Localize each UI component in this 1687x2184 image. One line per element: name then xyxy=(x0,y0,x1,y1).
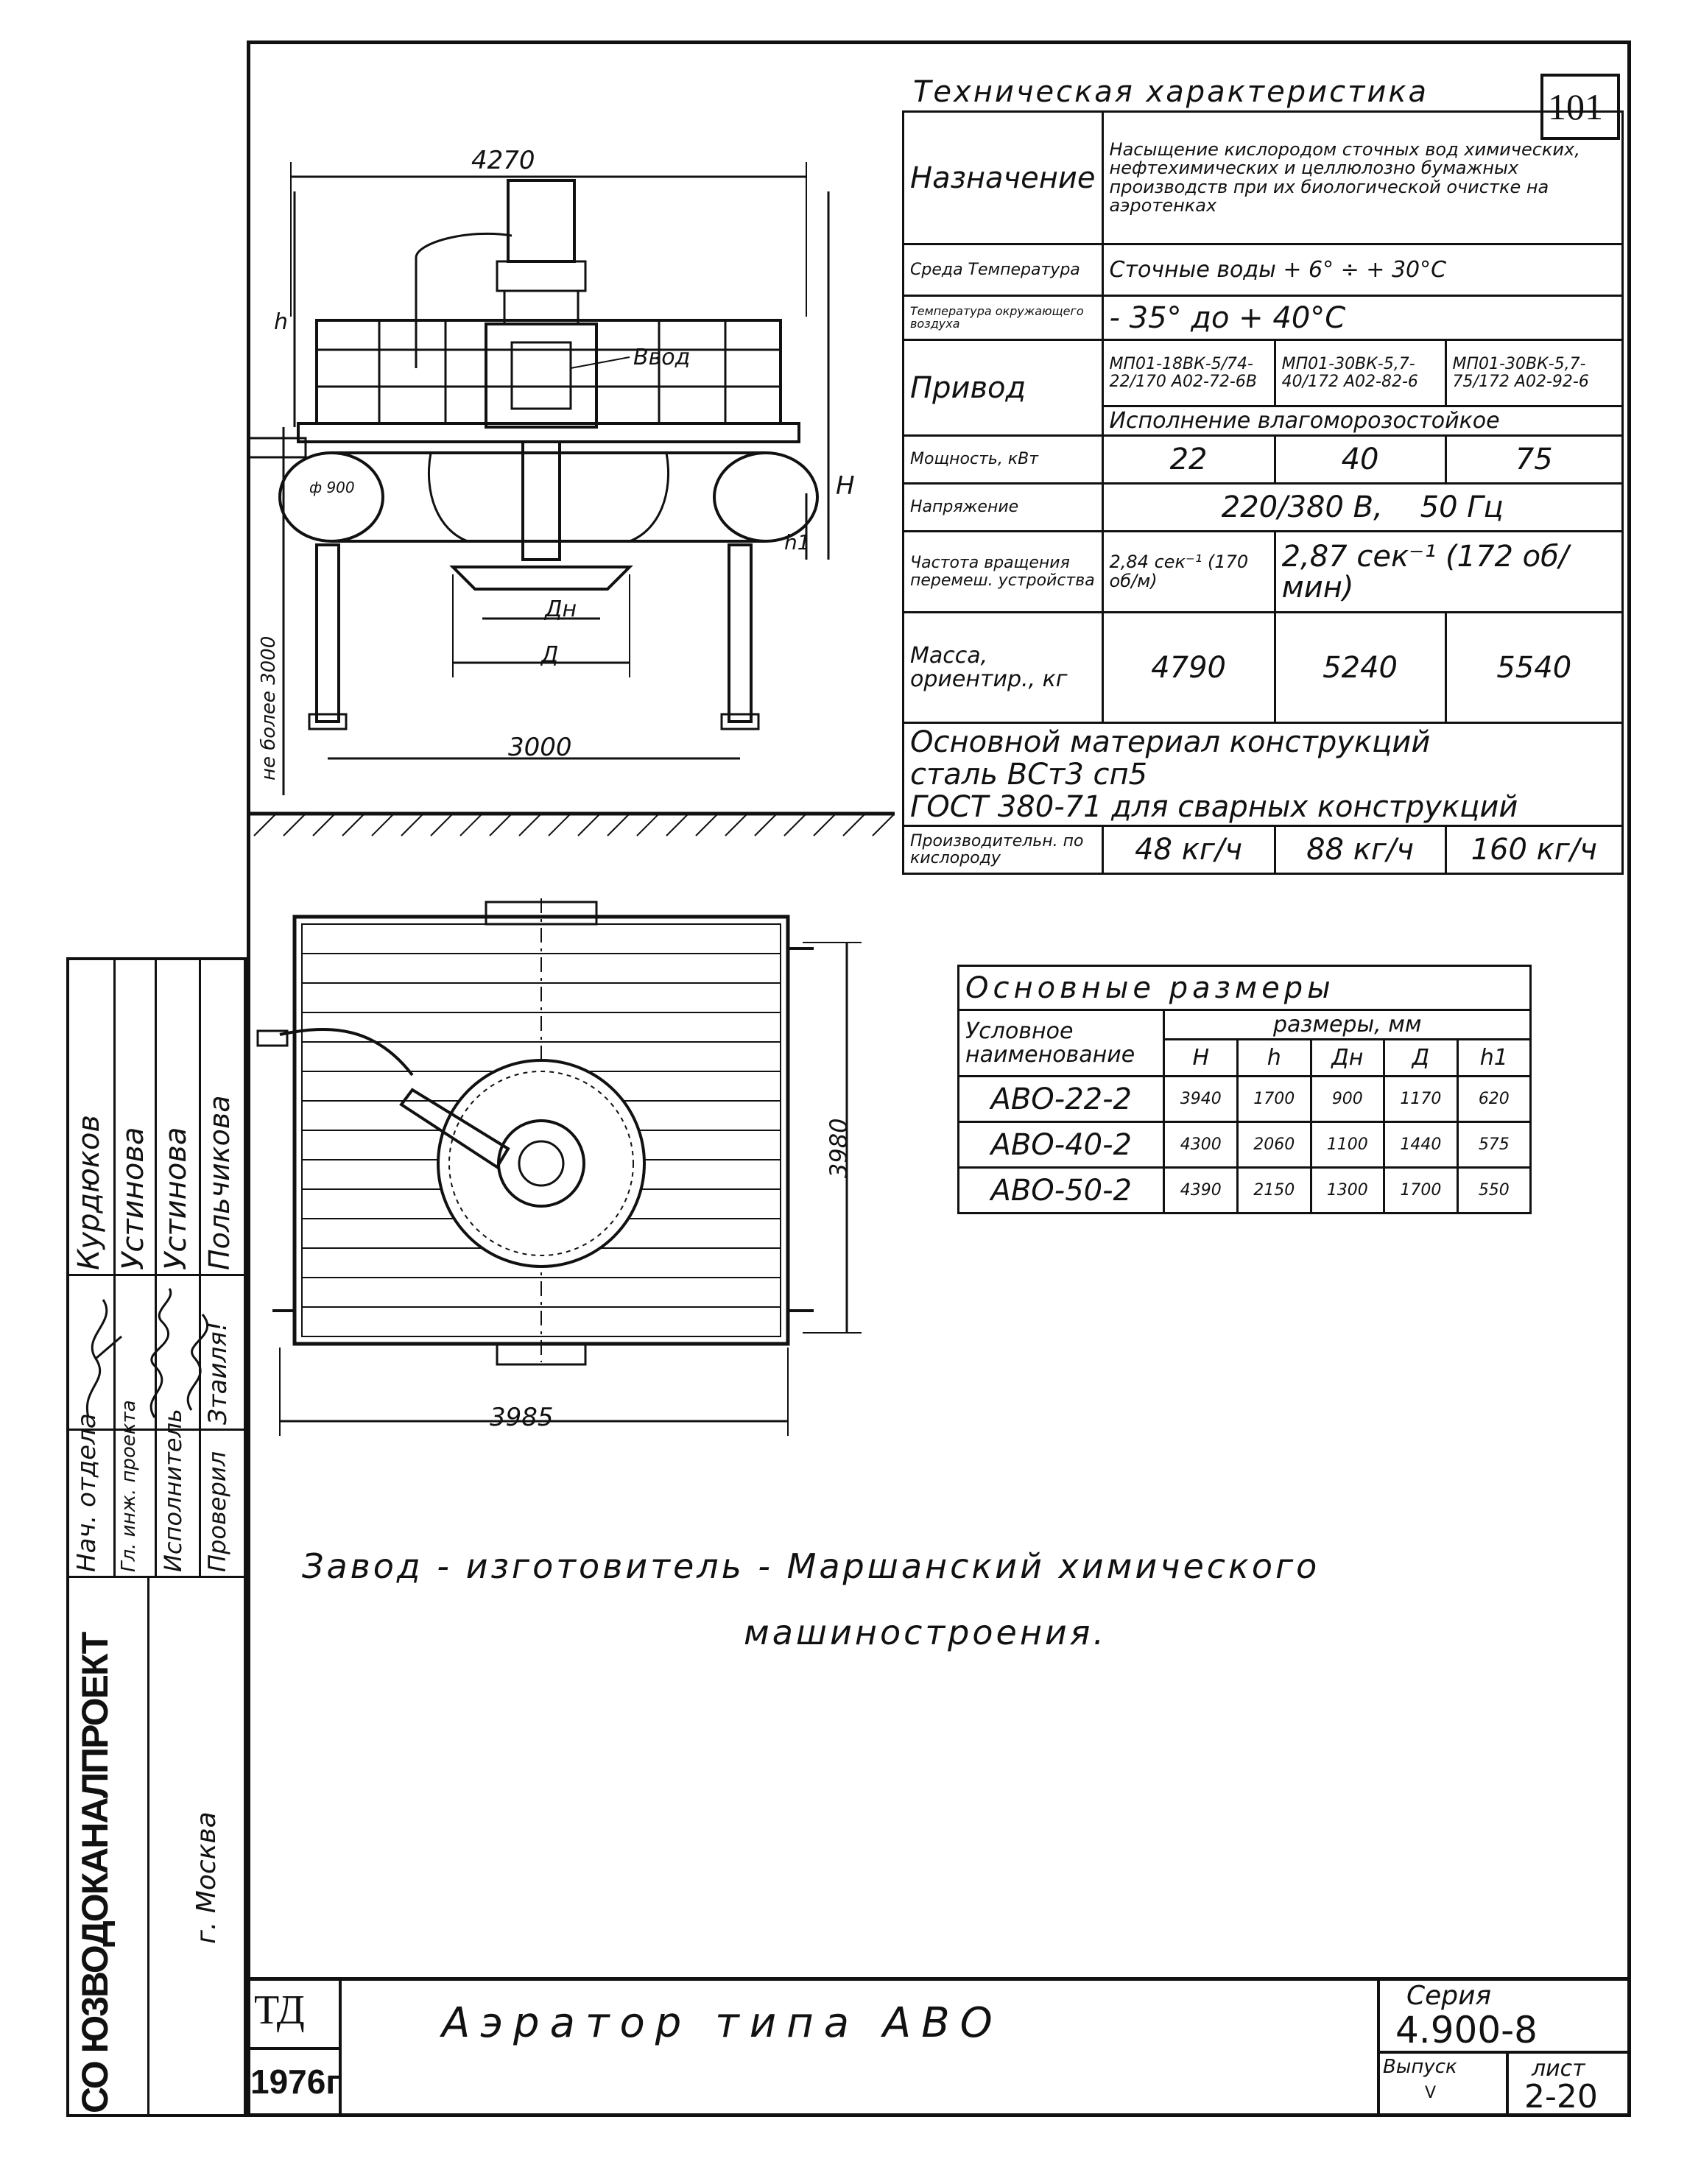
dims-size-header: размеры, мм xyxy=(1164,1010,1531,1040)
stamp-col-2 xyxy=(155,957,157,1576)
stamp-row-3 xyxy=(66,1576,247,1578)
dims-row-3-Dn: 1300 xyxy=(1311,1168,1384,1213)
plan-dim-height: 3980 xyxy=(825,1118,853,1178)
stamp-col-3 xyxy=(199,957,201,1576)
elev-label-pipe: ф 900 xyxy=(309,479,355,496)
stamp-role-4: Проверил xyxy=(203,1451,231,1572)
dims-row-1-H: 3940 xyxy=(1164,1077,1238,1122)
dims-row-3-H: 4390 xyxy=(1164,1168,1238,1213)
dims-row-2-Dn: 1100 xyxy=(1311,1122,1384,1168)
elev-label-D: Д xyxy=(541,642,559,668)
tech-rotation-label: Частота вращения перемеш. устройства xyxy=(904,532,1103,613)
tech-productivity-label: Производительн. по кислороду xyxy=(904,826,1103,874)
stamp-name-4: Польчикова xyxy=(203,1095,236,1270)
tech-material-line-2: сталь ВСт3 сп5 xyxy=(910,757,1148,792)
stamp-city: г. Москва xyxy=(191,1811,222,1944)
tech-power-40: 40 xyxy=(1275,436,1445,484)
tech-row-medium-label: Среда Температура xyxy=(904,244,1103,296)
elev-label-H: H xyxy=(836,471,855,501)
dims-row-1-Dn: 900 xyxy=(1311,1077,1384,1122)
elev-label-Dn: Дн xyxy=(545,596,577,622)
stamp-row-1 xyxy=(66,1274,247,1276)
title-block-divider-right-v xyxy=(1506,2051,1509,2117)
dims-table xyxy=(957,965,1532,1214)
dims-row-2-D: 1440 xyxy=(1384,1122,1458,1168)
tech-voltage-label: Напряжение xyxy=(904,484,1103,532)
tech-material-line-1: Основной материал конструкций xyxy=(910,725,1431,759)
drawing-title: Аэратор типа АВО xyxy=(442,1999,1003,2047)
tech-row-purpose-label: Назначение xyxy=(904,112,1103,244)
elev-dim-width: 4270 xyxy=(471,146,535,175)
factory-line-1: Завод - изготовитель - Маршанский химического xyxy=(302,1546,1320,1586)
tech-productivity-3: 160 кг/ч xyxy=(1445,826,1622,874)
dims-col-h: h xyxy=(1238,1040,1311,1077)
sheet-value: 2-20 xyxy=(1524,2078,1598,2116)
dims-col-h1: h1 xyxy=(1457,1040,1530,1077)
year-label: 1976г xyxy=(250,2063,340,2101)
dims-col-H: H xyxy=(1164,1040,1238,1077)
title-block-divider-mid xyxy=(247,2047,340,2050)
stamp-name-1: Курдюков xyxy=(72,1115,106,1270)
dims-row-3-D: 1700 xyxy=(1384,1168,1458,1213)
dims-row-2-name: АВО-40-2 xyxy=(959,1122,1164,1168)
title-block-divider-right xyxy=(1377,1977,1380,2117)
dims-row-3-h1: 550 xyxy=(1457,1168,1530,1213)
issue-label: Выпуск xyxy=(1383,2056,1457,2078)
td-label: ТД xyxy=(254,1987,305,2033)
issue-value: V xyxy=(1425,2084,1437,2102)
tech-drive-model-1: МП01-18ВК-5/74-22/170 А02-72-6В xyxy=(1102,340,1275,406)
stamp-name-2: Устинова xyxy=(116,1127,150,1270)
signatures xyxy=(66,1278,247,1429)
elev-label-inlet: Ввод xyxy=(633,345,691,370)
tech-productivity-2: 88 кг/ч xyxy=(1275,826,1445,874)
elev-dim-height-max: не более 3000 xyxy=(258,635,280,781)
tech-voltage-value: 220/380 В, 50 Гц xyxy=(1102,484,1622,532)
tech-drive-note: Исполнение влагоморозостойкое xyxy=(1102,406,1622,436)
dims-row-2-H: 4300 xyxy=(1164,1122,1238,1168)
stamp-role-3: Исполнитель xyxy=(159,1409,187,1572)
dims-row-1-name: АВО-22-2 xyxy=(959,1077,1164,1122)
stamp-role-1: Нач. отдела xyxy=(72,1413,102,1572)
dims-name-header: Условное наименование xyxy=(959,1010,1164,1077)
series-label: Серия xyxy=(1406,1981,1492,2011)
stamp-org: СО Ю3ВОДОКАНАЛПРОЕКТ xyxy=(74,1632,116,2113)
dims-col-Dn: Дн xyxy=(1311,1040,1384,1077)
elev-label-h: h xyxy=(274,309,289,335)
dims-row-2-h1: 575 xyxy=(1457,1122,1530,1168)
elev-label-h1: h1 xyxy=(784,530,811,554)
tech-rotation-1: 2,84 сек⁻¹ (170 об/м) xyxy=(1102,532,1275,613)
tech-power-75: 75 xyxy=(1445,436,1622,484)
plan-dim-width: 3985 xyxy=(490,1403,554,1432)
tech-mass-1: 4790 xyxy=(1102,613,1275,723)
dims-row-3-name: АВО-50-2 xyxy=(959,1168,1164,1213)
tech-row-purpose-value: Насыщение кислородом сточных вод химических, нефтехимических и целлюлозно бумажных производств при их биологической очистке на аэротенках xyxy=(1102,112,1622,244)
tech-power-22: 22 xyxy=(1102,436,1275,484)
factory-line-2: машиностроения. xyxy=(744,1613,1107,1652)
tech-material-line-3: ГОСТ 380-71 для сварных конструкций xyxy=(910,789,1518,824)
tech-drive-label: Привод xyxy=(904,340,1103,436)
tech-productivity-1: 48 кг/ч xyxy=(1102,826,1275,874)
tech-drive-model-3: МП01-30ВК-5,7-75/172 А02-92-6 xyxy=(1445,340,1622,406)
tech-title: Техническая характеристика xyxy=(913,75,1429,109)
elev-dim-base: 3000 xyxy=(508,733,572,762)
tech-mass-3: 5540 xyxy=(1445,613,1622,723)
tech-rotation-2: 2,87 сек⁻¹ (172 об/мин) xyxy=(1275,532,1622,613)
dims-title: Основные размеры xyxy=(959,966,1531,1010)
stamp-signature-text: Зтаиля! xyxy=(203,1321,233,1425)
stamp-col-1 xyxy=(113,957,116,1576)
stamp-org-divider xyxy=(147,1576,149,2117)
dims-row-1-h1: 620 xyxy=(1457,1077,1530,1122)
tech-drive-model-2: МП01-30ВК-5,7-40/172 А02-82-6 xyxy=(1275,340,1445,406)
tech-table xyxy=(902,110,1624,875)
tech-power-label: Мощность, кВт xyxy=(904,436,1103,484)
sheet-mark: 101 xyxy=(1548,86,1603,127)
stamp-role-2: Гл. инж. проекта xyxy=(118,1400,140,1572)
plan-drawing xyxy=(243,876,906,1443)
tech-row-ambient-value: - 35° до + 40°С xyxy=(1102,296,1622,340)
stamp-name-3: Устинова xyxy=(159,1127,193,1270)
tech-row-ambient-label: Температура окружающего воздуха xyxy=(904,296,1103,340)
series-value: 4.900-8 xyxy=(1395,2009,1538,2051)
dims-row-1-h: 1700 xyxy=(1238,1077,1311,1122)
tech-mass-2: 5240 xyxy=(1275,613,1445,723)
tech-mass-label: Масса, ориентир., кг xyxy=(904,613,1103,723)
dims-row-2-h: 2060 xyxy=(1238,1122,1311,1168)
dims-row-1-D: 1170 xyxy=(1384,1077,1458,1122)
dims-col-D: Д xyxy=(1384,1040,1458,1077)
dims-row-3-h: 2150 xyxy=(1238,1168,1311,1213)
sheet-label: лист xyxy=(1532,2056,1585,2082)
tech-row-medium-value: Сточные воды + 6° ÷ + 30°С xyxy=(1102,244,1622,296)
